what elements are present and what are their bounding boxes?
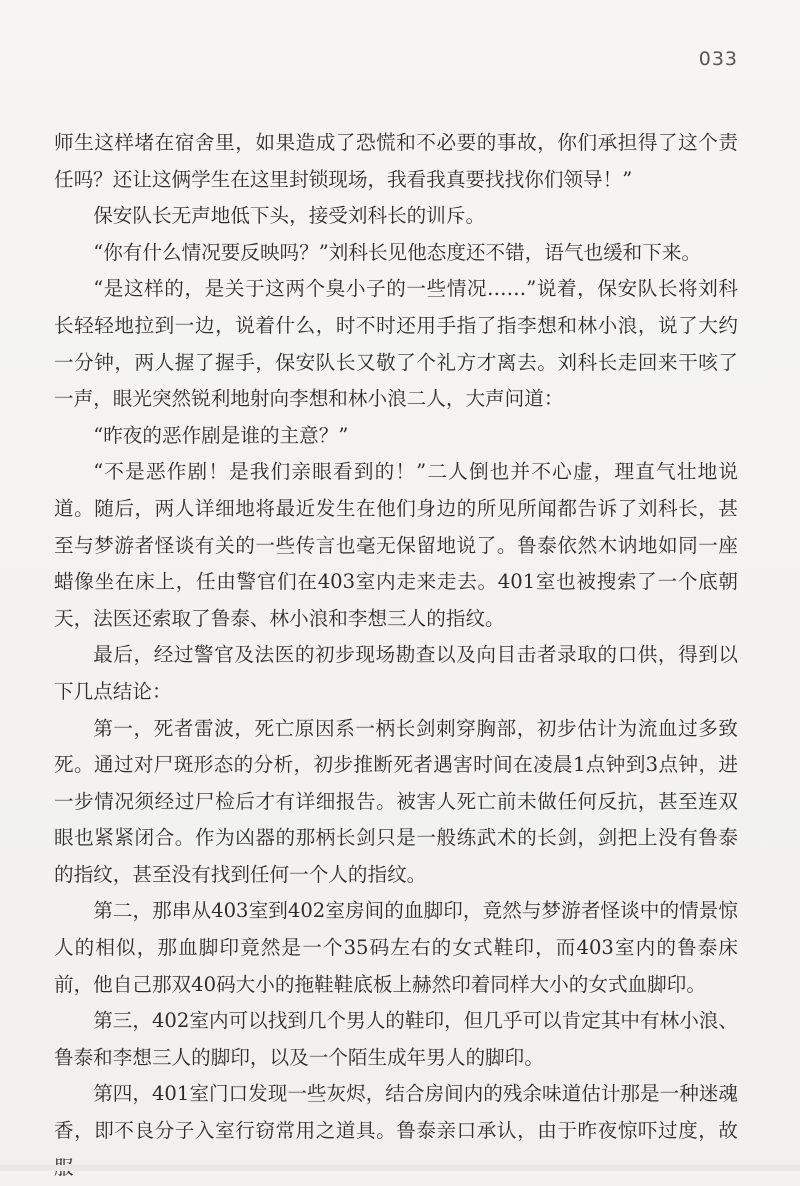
paragraph: 第三，402室内可以找到几个男人的鞋印，但几乎可以肯定其中有林小浪、鲁泰和李想三人的脚印，以及一个陌生成年男人的脚印。: [54, 1009, 738, 1069]
paragraph: 第二，那串从403室到402室房间的血脚印，竟然与梦游者怪谈中的情景惊人的相似，那血脚印竟然是一个35码左右的女式鞋印，而403室内的鲁泰床前，他自己那双40码大小的拖鞋鞋底板上赫然印着同样大小的女式血脚印。: [54, 899, 738, 996]
page-bottom-edge: [0, 1165, 800, 1171]
paragraph: 第一，死者雷波，死亡原因系一柄长剑刺穿胸部，初步估计为流血过多致死。通过对尸斑形态的分析，初步推断死者遇害时间在凌晨1点钟到3点钟，进一步情况须经过尸检后才有详细报告。被害人死亡前未做任何反抗，甚至连双眼也紧紧闭合。作为凶器的那柄长剑只是一般练武术的长剑，剑把上没有鲁泰的指纹，甚至没有找到任何一个人的指纹。: [54, 716, 738, 886]
paragraph: 最后，经过警官及法医的初步现场勘查以及向目击者录取的口供，得到以下几点结论：: [54, 643, 738, 703]
paragraph: “是这样的，是关于这两个臭小子的一些情况……”说着，保安队长将刘科长轻轻地拉到一边，说着什么，时不时还用手指了指李想和林小浪，说了大约一分钟，两人握了握手，保安队长又敬了个礼方才离去。刘科长走回来干咳了一声，眼光突然锐利地射向李想和林小浪二人，大声问道：: [54, 277, 738, 411]
paragraph: “你有什么情况要反映吗？”刘科长见他态度还不错，语气也缓和下来。: [93, 240, 702, 264]
page-number: 033: [698, 48, 738, 70]
paragraph: 师生这样堵在宿舍里，如果造成了恐慌和不必要的事故，你们承担得了这个责任吗？还让这俩学生在这里封锁现场，我看我真要找找你们领导！”: [54, 131, 738, 191]
paragraph: 第四，401室门口发现一些灰烬，结合房间内的残余味道估计那是一种迷魂香，即不良分子入室行窃常用之道具。鲁泰亲口承认，由于昨夜惊吓过度，故: [54, 1082, 738, 1143]
paragraph: “昨夜的恶作剧是谁的主意？”: [93, 423, 349, 447]
paragraph: “不是恶作剧！是我们亲眼看到的！”二人倒也并不心虚，理直气壮地说道。随后，两人详细地将最近发生在他们身边的所见所闻都告诉了刘科长，甚至与梦游者怪谈有关的一些传言也毫无保留地说了。鲁泰依然木讷地如同一座蜡像坐在床上，任由警官们在403室内走来走去。401室也被搜索了一个底朝天，法医还索取了鲁泰、林小浪和李想三人的指纹。: [54, 460, 738, 630]
body-text: [54, 125, 738, 1186]
paragraph: 保安队长无声地低下头，接受刘科长的训斥。: [93, 204, 486, 228]
